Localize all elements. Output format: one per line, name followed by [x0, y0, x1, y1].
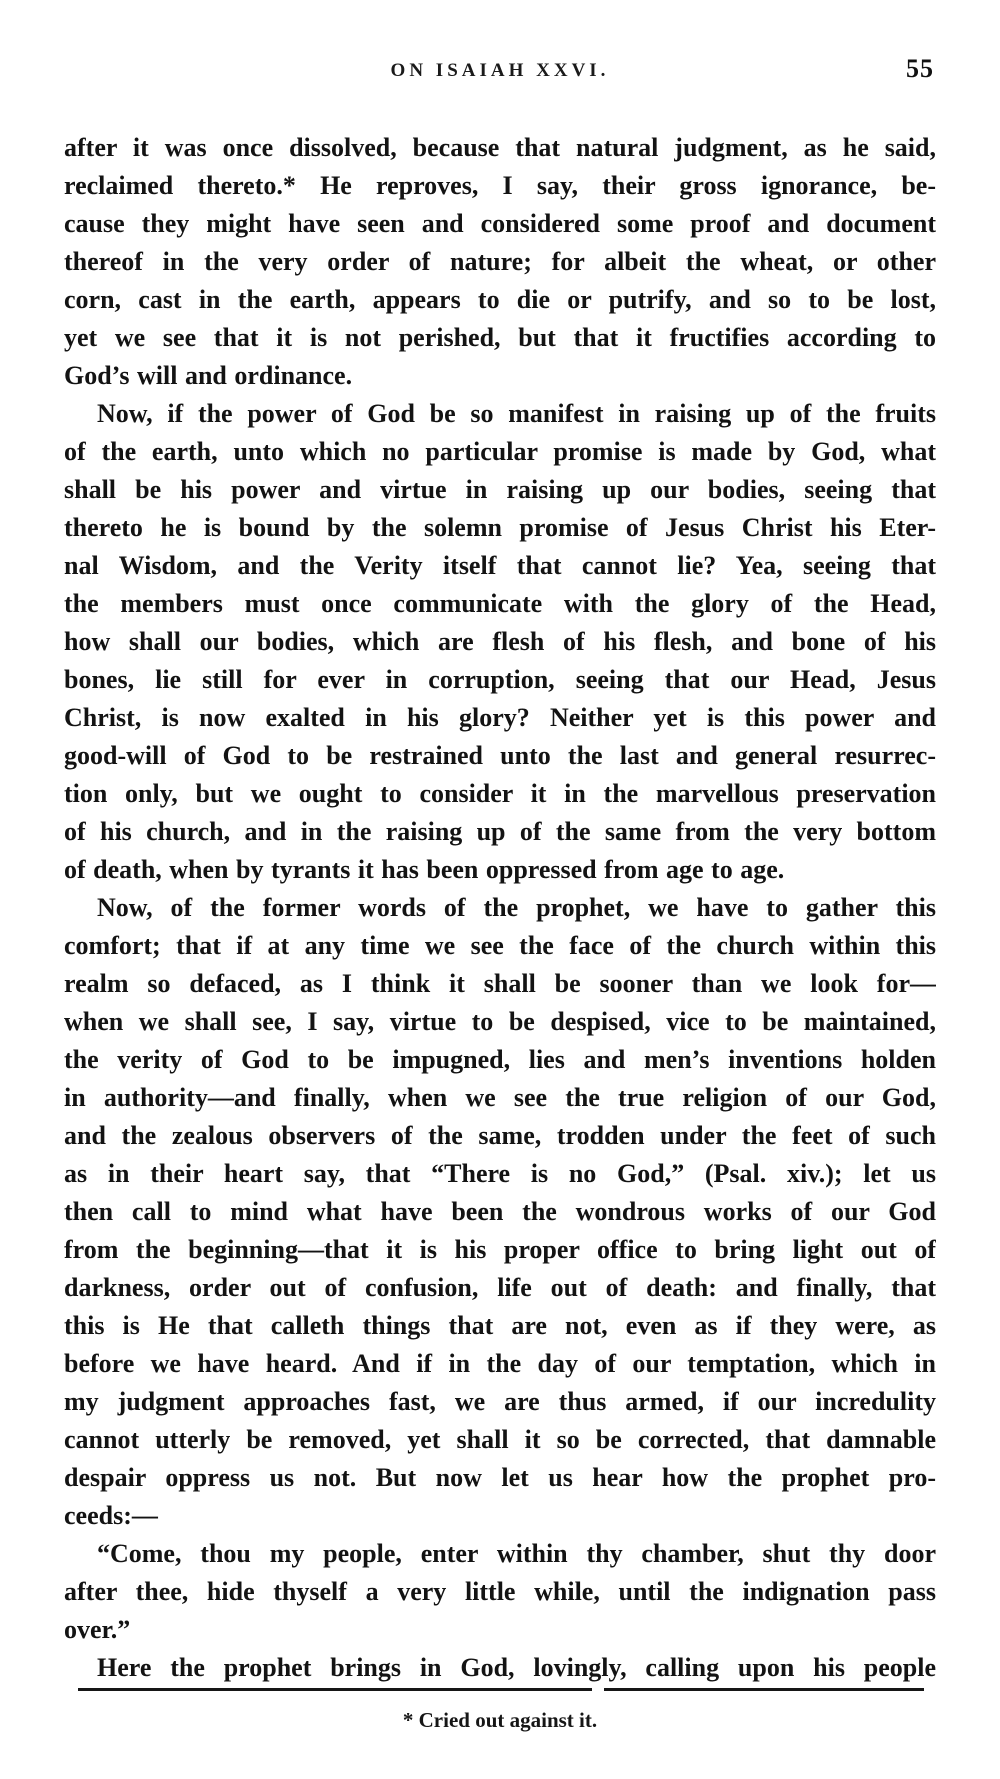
footnote-rule-right-segment	[604, 1688, 924, 1691]
footnote: * Cried out against it.	[402, 1708, 598, 1732]
text-line: when we shall see, I say, virtue to be despised, vice to be maintained,	[64, 1007, 936, 1036]
text-line: shall be his power and virtue in raising up our bodies, seeing that	[64, 475, 936, 504]
text-line: cause they might have seen and considered some proof and document	[64, 209, 936, 238]
text-line: of the earth, unto which no particular promise is made by God, what	[64, 437, 936, 466]
text-line: comfort; that if at any time we see the face of the church within this	[64, 931, 936, 960]
text-line: the verity of God to be impugned, lies and men’s inventions holden	[64, 1045, 936, 1074]
text-line: despair oppress us not. But now let us hear how the prophet pro-	[64, 1463, 936, 1492]
text-line: yet we see that it is not perished, but that it fructifies according to	[64, 323, 936, 352]
paragraph	[64, 889, 936, 1535]
text-line: thereto he is bound by the solemn promise of Jesus Christ his Eter-	[64, 513, 936, 542]
text-line: Now, if the power of God be so manifest in raising up of the fruits	[97, 399, 936, 428]
text-line: of death, when by tyrants it has been oppressed from age to age.	[64, 855, 785, 884]
text-line: Now, of the former words of the prophet, we have to gather this	[97, 893, 936, 922]
paragraph	[64, 395, 936, 889]
paragraph	[64, 1649, 936, 1687]
text-line: reclaimed thereto.* He reproves, I say, their gross ignorance, be-	[64, 171, 936, 200]
text-line: my judgment approaches fast, we are thus armed, if our incredulity	[64, 1387, 936, 1416]
text-line: how shall our bodies, which are flesh of his flesh, and bone of his	[64, 627, 936, 656]
paragraph-continuation	[64, 129, 936, 395]
text-line: corn, cast in the earth, appears to die or putrify, and so to be lost,	[64, 285, 936, 314]
running-title: ON ISAIAH XXVI.	[390, 60, 610, 81]
text-line: darkness, order out of confusion, life out of death: and finally, that	[64, 1273, 936, 1302]
text-line: realm so defaced, as I think it shall be sooner than we look for—	[64, 969, 936, 998]
text-line: then call to mind what have been the wondrous works of our God	[64, 1197, 936, 1226]
text-line: Christ, is now exalted in his glory? Neither yet is this power and	[64, 703, 936, 732]
text-line: “Come, thou my people, enter within thy chamber, shut thy door	[97, 1539, 936, 1568]
text-line: from the beginning—that it is his proper office to bring light out of	[64, 1235, 936, 1264]
paragraph-quotation	[64, 1535, 936, 1649]
text-line: this is He that calleth things that are not, even as if they were, as	[64, 1311, 936, 1340]
text-line: over.”	[64, 1615, 131, 1644]
text-line: ceeds:—	[64, 1501, 158, 1530]
text-line: cannot utterly be removed, yet shall it so be corrected, that damnable	[64, 1425, 936, 1454]
text-line: tion only, but we ought to consider it in the marvellous preservation	[64, 779, 936, 808]
body-text	[64, 129, 936, 1687]
text-line: Here the prophet brings in God, lovingly, calling upon his people	[97, 1653, 936, 1682]
text-line: and the zealous observers of the same, trodden under the feet of such	[64, 1121, 936, 1150]
footnote-rule-left-segment	[78, 1688, 592, 1691]
text-line: before we have heard. And if in the day of our temptation, which in	[64, 1349, 936, 1378]
page-header	[64, 54, 936, 94]
text-line: bones, lie still for ever in corruption, seeing that our Head, Jesus	[64, 665, 936, 694]
text-line: good-will of God to be restrained unto the last and general resurrec-	[64, 741, 936, 770]
text-line: after it was once dissolved, because that natural judgment, as he said,	[64, 133, 936, 162]
text-line: God’s will and ordinance.	[64, 361, 353, 390]
text-line: after thee, hide thyself a very little while, until the indignation pass	[64, 1577, 936, 1606]
text-line: of his church, and in the raising up of the same from the very bottom	[64, 817, 936, 846]
text-line: nal Wisdom, and the Verity itself that cannot lie? Yea, seeing that	[64, 551, 936, 580]
text-line: thereof in the very order of nature; for albeit the wheat, or other	[64, 247, 936, 276]
text-line: as in their heart say, that “There is no God,” (Psal. xiv.); let us	[64, 1159, 936, 1188]
text-line: the members must once communicate with the glory of the Head,	[64, 589, 936, 618]
page-number: 55	[906, 54, 934, 83]
text-line: in authority—and finally, when we see the true religion of our God,	[64, 1083, 936, 1112]
